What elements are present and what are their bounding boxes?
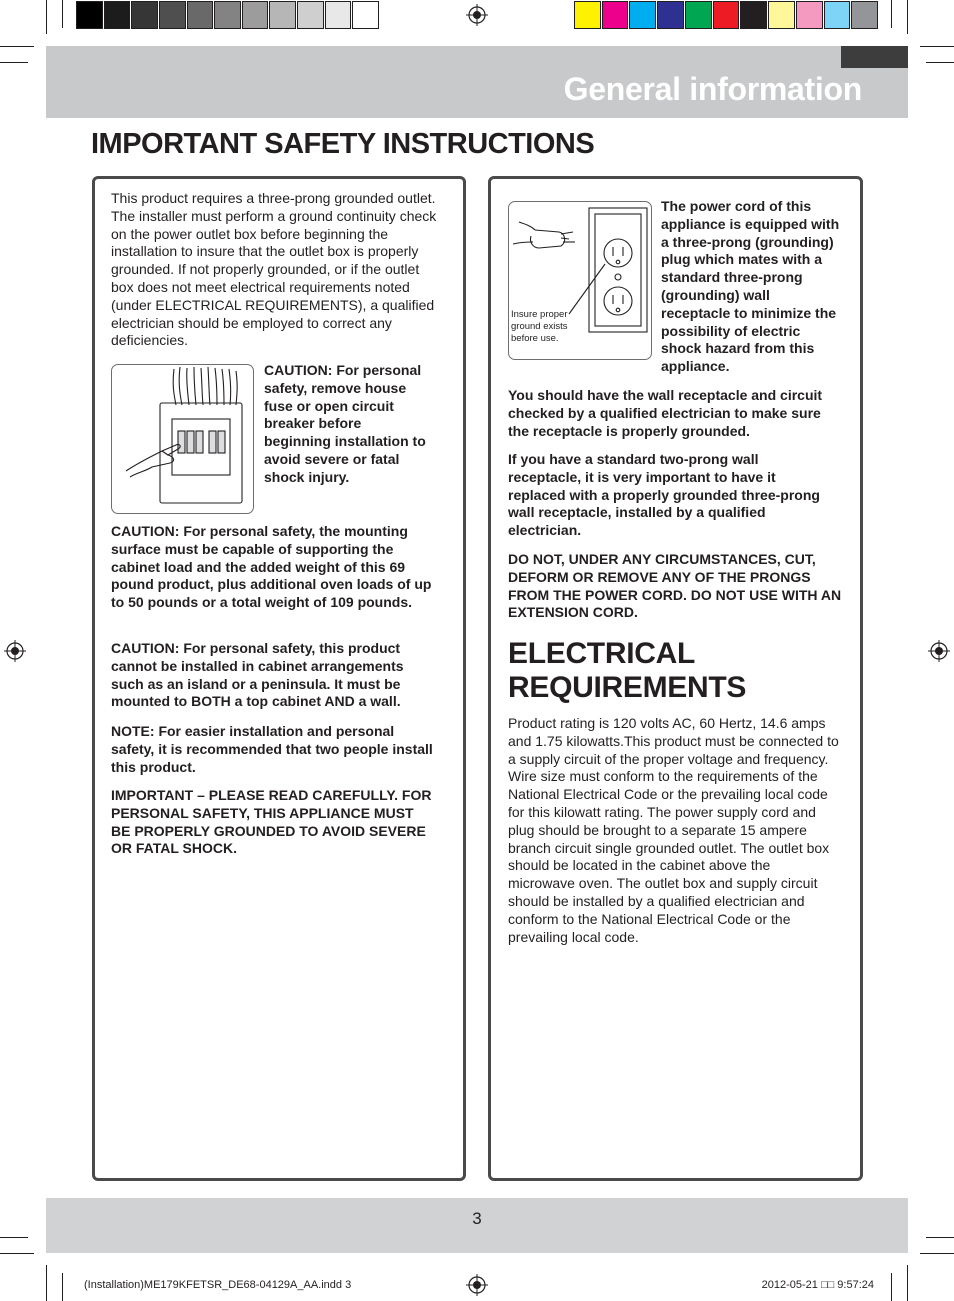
process-swatch <box>685 1 712 29</box>
caution-fuse-text: CAUTION: For personal safety, remove house fuse or open circuit breaker before beginning installation to avoid severe or fatal shock injury. <box>264 362 426 485</box>
circuit-breaker-illustration-icon <box>112 365 253 513</box>
grayscale-swatch <box>352 1 379 29</box>
circuit-breaker-figure <box>111 364 254 514</box>
section-title: General information <box>563 71 862 107</box>
grayscale-swatch <box>269 1 296 29</box>
grayscale-swatch <box>131 1 158 29</box>
important-text: IMPORTANT – PLEASE READ CAREFULLY. FOR PERSONAL SAFETY, THIS APPLIANCE MUST BE PROPERLY GROUNDED TO AVOID SEVERE OR FATAL SHOCK. <box>111 787 432 857</box>
power-cord-text: The power cord of this appliance is equipped with a three-prong (grounding) plug which mates with a standard three-prong (grounding) wall receptacle to minimize the possibility of electric shock hazard from this appliance. <box>661 198 840 375</box>
process-swatch <box>657 1 684 29</box>
electrical-heading-line2: REQUIREMENTS <box>508 671 747 704</box>
grayscale-swatch <box>214 1 241 29</box>
process-swatch <box>629 1 656 29</box>
file-slug: (Installation)ME179KFETSR_DE68-04129A_AA.indd 3 <box>84 1279 352 1291</box>
check-receptacle-text: You should have the wall receptacle and circuit checked by a qualified electrician to make sure the receptacle is properly grounded. <box>508 387 823 439</box>
registration-mark-right-icon <box>928 640 950 662</box>
process-swatch <box>602 1 629 29</box>
grayscale-swatch <box>159 1 186 29</box>
header-tab <box>841 46 908 68</box>
grayscale-swatch <box>242 1 269 29</box>
registration-mark-bottom-icon <box>466 1274 488 1296</box>
caution-mounting-text: CAUTION: For personal safety, the mounting surface must be capable of supporting the cabinet load and the added weight of this 69 pound product, plus additional oven loads of up to 50 pounds or a total weight of 109 pounds. <box>111 523 432 611</box>
process-swatch <box>740 1 767 29</box>
grayscale-swatch <box>187 1 214 29</box>
page-title: IMPORTANT SAFETY INSTRUCTIONS <box>91 128 595 160</box>
process-swatch <box>851 1 878 29</box>
grayscale-swatch <box>76 1 103 29</box>
registration-mark-top-icon <box>466 4 488 26</box>
do-not-warning-text: DO NOT, UNDER ANY CIRCUMSTANCES, CUT, DEFORM OR REMOVE ANY OF THE PRONGS FROM THE POWER CORD. DO NOT USE WITH AN EXTENSION CORD. <box>508 551 842 621</box>
grayscale-swatch <box>297 1 324 29</box>
electrical-requirements-heading <box>508 637 746 705</box>
two-prong-text: If you have a standard two-prong wall receptacle, it is very important to have it replaced with a properly grounded three-prong wall receptacle, installed by a qualified electrician. <box>508 451 820 539</box>
note-text: NOTE: For easier installation and personal safety, it is recommended that two people install this product. <box>111 723 433 775</box>
registration-mark-left-icon <box>4 640 26 662</box>
timestamp-slug: 2012-05-21 □□ 9:57:24 <box>761 1279 874 1291</box>
process-swatch <box>713 1 740 29</box>
intro-paragraph: This product requires a three-prong grounded outlet. The installer must perform a ground continuity check on the power outlet box before beginning the installation to insure that the outlet box is properly grounded. If not properly grounded, or if the outlet box does not meet electrical requirements noted (under ELECTRICAL REQUIREMENTS), a qualified electrician should be employed to correct any deficiencies. <box>111 190 437 349</box>
grayscale-swatch <box>104 1 131 29</box>
process-swatch <box>824 1 851 29</box>
process-color-bar <box>574 0 879 30</box>
process-swatch <box>574 1 601 29</box>
grayscale-color-bar <box>76 0 380 30</box>
process-swatch <box>796 1 823 29</box>
page-number: 3 <box>472 1209 482 1228</box>
electrical-heading-line1: ELECTRICAL <box>508 637 695 670</box>
process-swatch <box>768 1 795 29</box>
figure-caption: Insure proper ground exists before use. <box>511 309 568 344</box>
grayscale-swatch <box>325 1 352 29</box>
caution-island-text: CAUTION: For personal safety, this product cannot be installed in cabinet arrangements such as an island or a peninsula. It must be mounted to BOTH a top cabinet AND a wall. <box>111 640 404 710</box>
electrical-requirements-body: Product rating is 120 volts AC, 60 Hertz, 14.6 amps and 1.75 kilowatts.This product must be connected to a supply circuit of the proper voltage and frequency. Wire size must conform to the requirements of the National Electrical Code or the prevailing local code for this kilowatt rating. The power supply cord and plug should be brought to a separate 15 ampere branch circuit single grounded outlet. The outlet box should be located in the cabinet above the microwave oven. The outlet box and supply circuit should be installed by a qualified electrician and conform to the National Electrical Code or the prevailing local code. <box>508 715 839 945</box>
